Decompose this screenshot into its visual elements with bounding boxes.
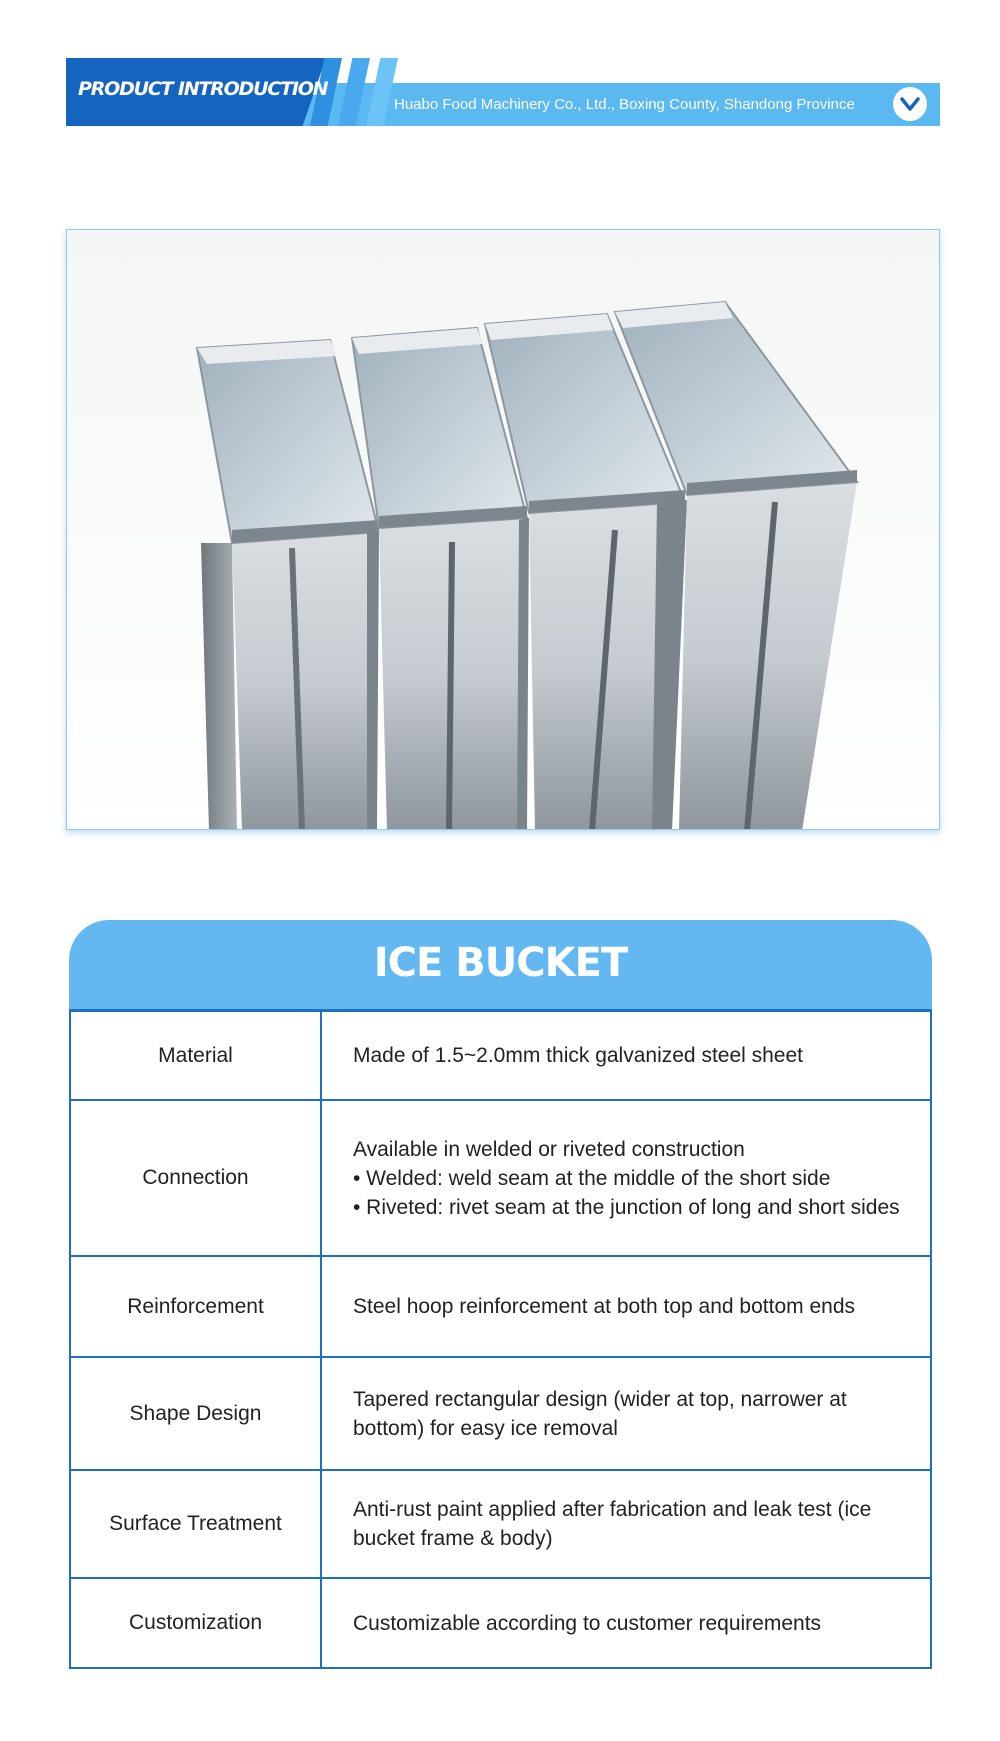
table-row [71,1577,930,1667]
spec-table-header [69,920,932,1009]
value-line: Anti-rust paint applied after fabrication and leak test (ice bucket frame & body) [353,1498,872,1550]
row-value [322,1358,930,1469]
row-label: Reinforcement [71,1257,322,1356]
row-label: Shape Design [71,1358,322,1469]
table-row [71,1356,930,1469]
row-value [322,1012,930,1099]
spec-table [69,920,932,1665]
row-value [322,1471,930,1577]
row-label: Customization [71,1579,322,1667]
ice-buckets-image [67,230,940,830]
value-line: Available in welded or riveted construction [353,1137,745,1161]
product-photo [66,229,940,830]
row-label: Connection [71,1101,322,1255]
row-value [322,1101,930,1255]
spec-table-title: ICE BUCKET [373,940,628,986]
value-line: Customizable according to customer requirements [353,1611,822,1635]
table-row [71,1099,930,1255]
value-line: Tapered rectangular design (wider at top, narrower at bottom) for easy ice removal [353,1387,847,1440]
value-line: • Welded: weld seam at the middle of the short side [353,1166,831,1190]
table-row [71,1469,930,1577]
company-name: Huabo Food Machinery Co., Ltd., Boxing County, Shandong Province [394,96,855,113]
value-line: Made of 1.5~2.0mm thick galvanized steel sheet [353,1044,804,1067]
value-line: • Riveted: rivet seam at the junction of long and short sides [353,1195,900,1219]
table-row [71,1012,930,1099]
spec-table-body [69,1009,932,1669]
row-value [322,1257,930,1356]
value-line: Steel hoop reinforcement at both top and bottom ends [353,1295,856,1318]
row-label: Material [71,1012,322,1099]
section-banner [66,58,940,126]
table-row [71,1255,930,1356]
row-label: Surface Treatment [71,1471,322,1577]
banner-title: PRODUCT INTRODUCTION [78,78,328,100]
row-value [322,1579,930,1667]
chevron-down-icon [893,87,927,121]
